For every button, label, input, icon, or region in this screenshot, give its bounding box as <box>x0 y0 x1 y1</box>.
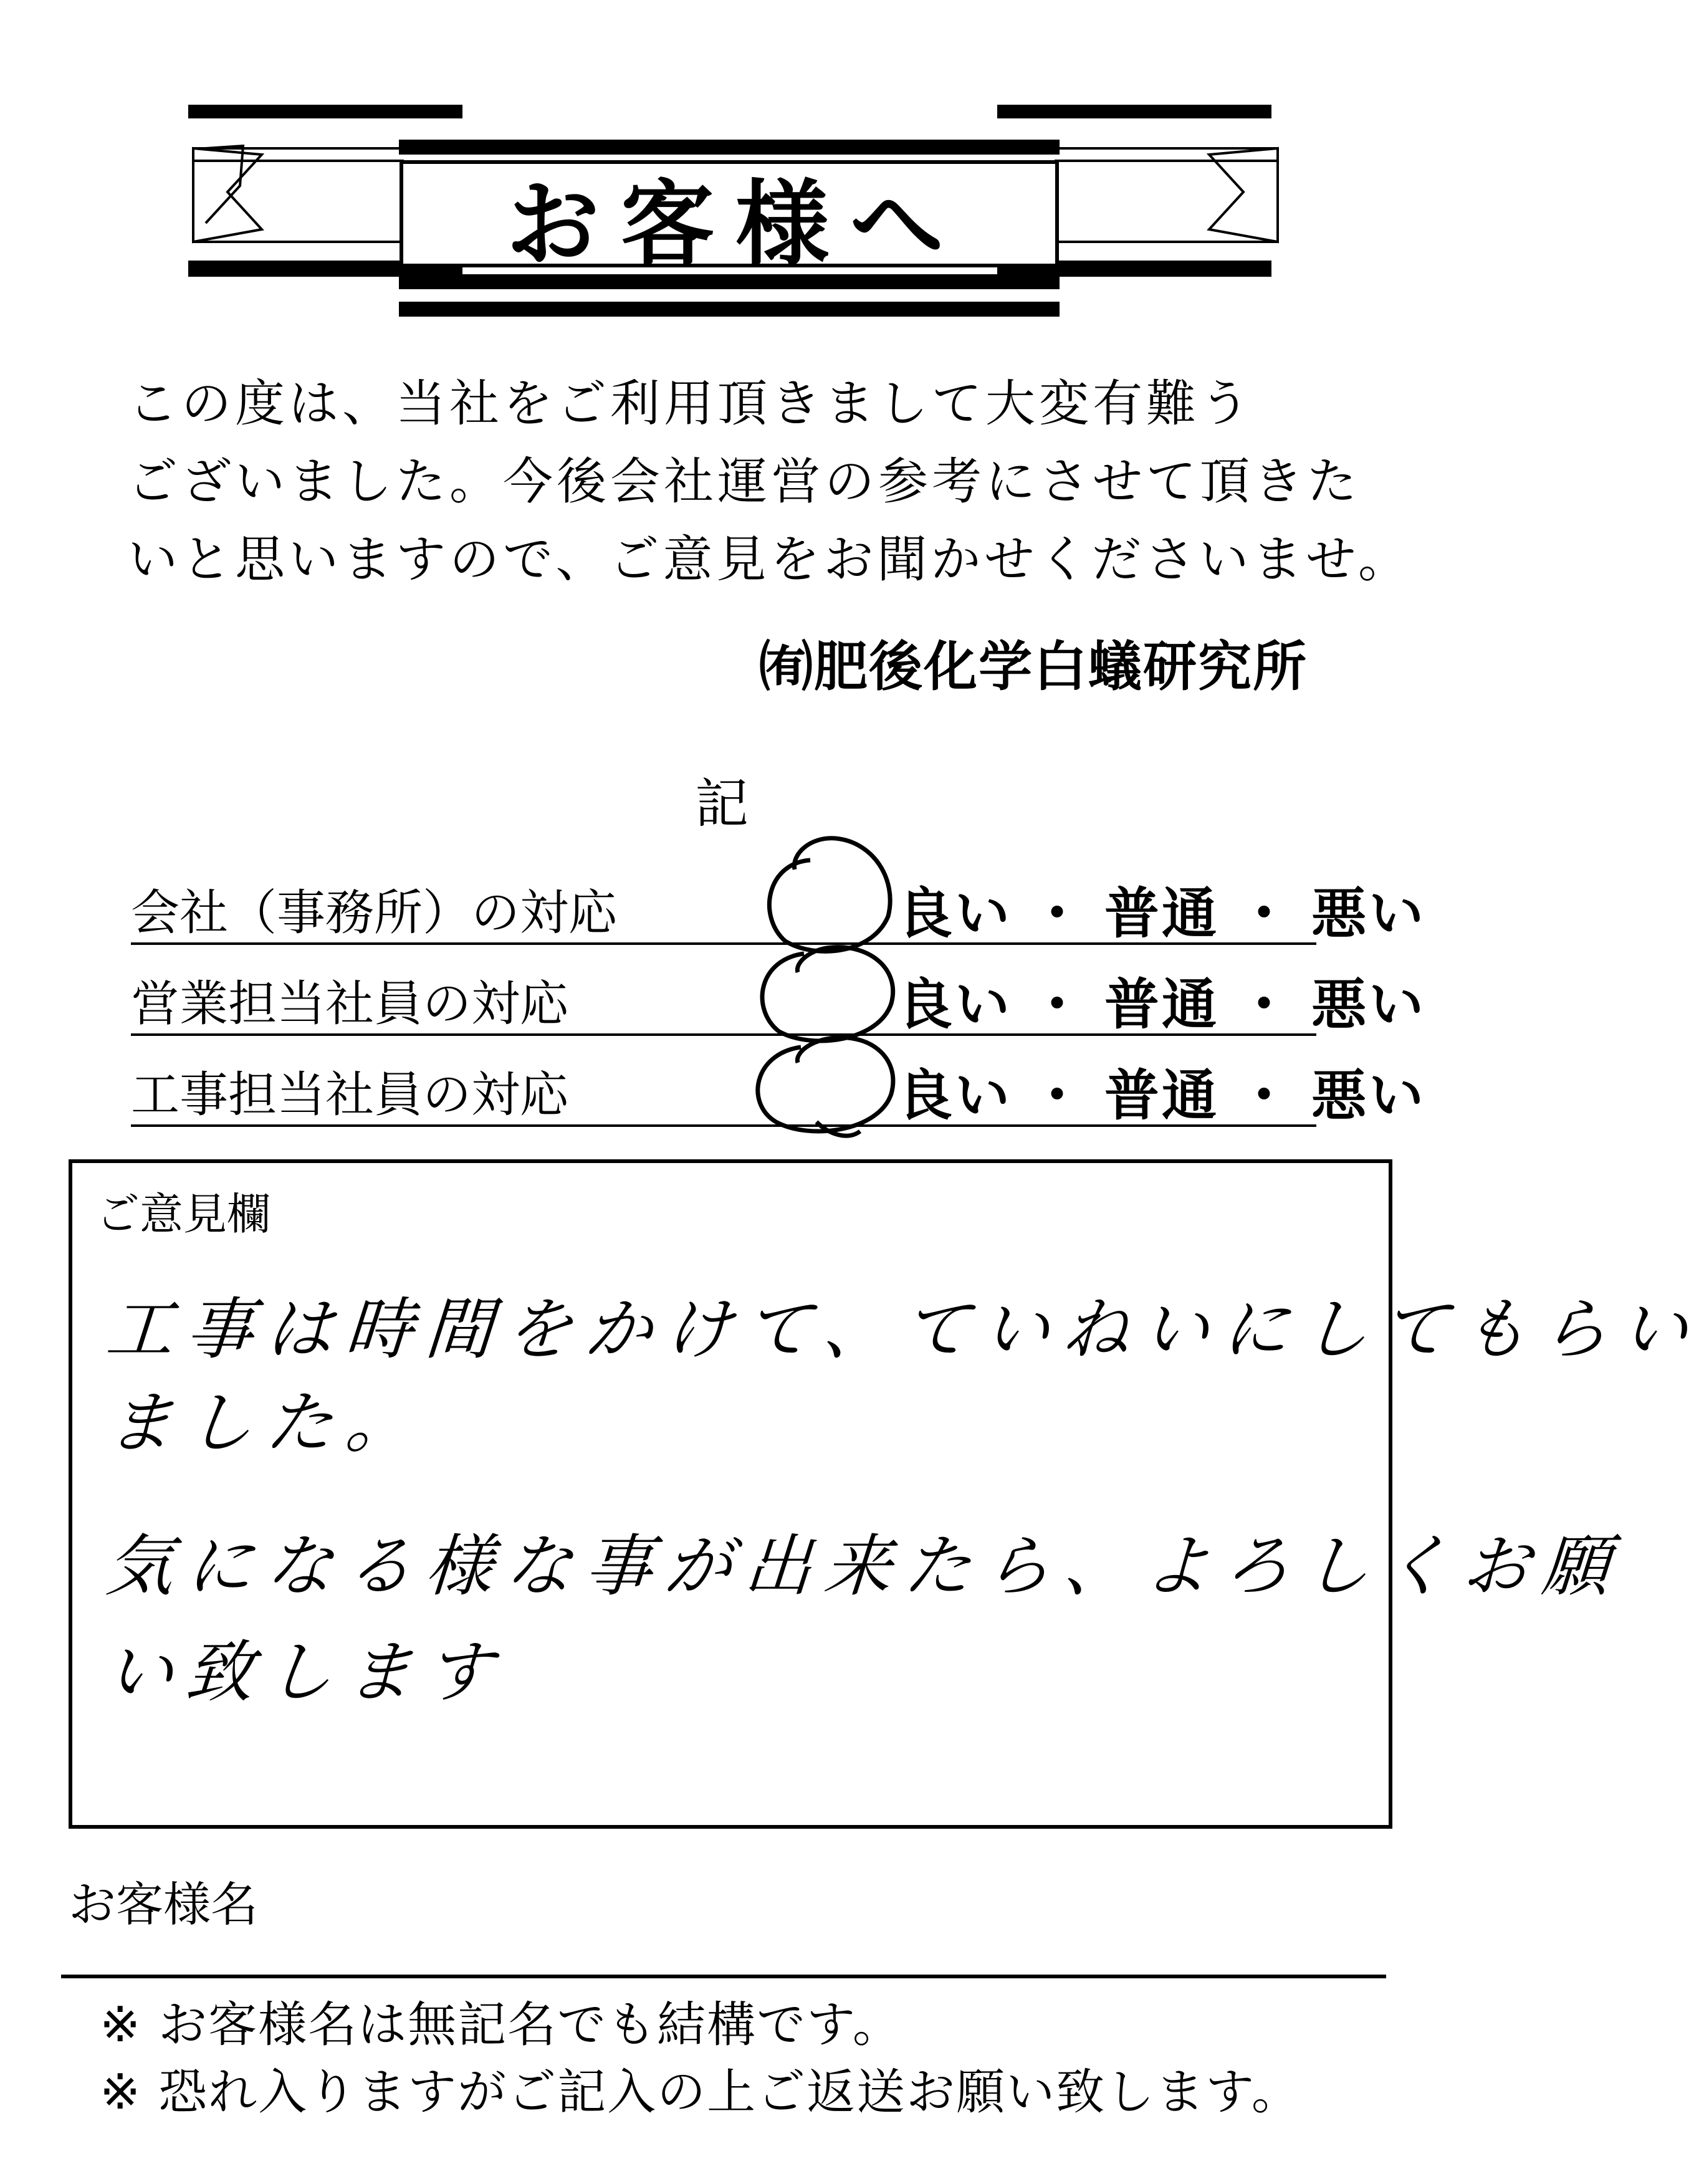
rating-row-sales <box>131 945 1427 1037</box>
handwritten-line: 気になる様な事が出来たら、よろしくお願 <box>103 1528 1625 1606</box>
ki-heading: 記 <box>695 773 749 835</box>
intro-line: いと思いますので、ご意見をお聞かせくださいませ。 <box>128 530 1412 588</box>
handwritten-line: い致します <box>103 1634 508 1712</box>
option-separator: ・ <box>1237 881 1295 946</box>
option-separator: ・ <box>1030 1063 1088 1128</box>
intro-line: この度は、当社をご利用頂きまして大変有難う <box>128 375 1253 433</box>
option-bad[interactable]: 悪い <box>1311 881 1427 946</box>
note-line: ※ お客様名は無記名でも結構です。 <box>100 1997 902 2053</box>
opinion-header: ご意見欄 <box>96 1189 270 1240</box>
company-name: ㈲肥後化学白蟻研究所 <box>759 636 1308 698</box>
option-separator: ・ <box>1030 972 1088 1037</box>
rating-row-company <box>131 854 1427 946</box>
rating-label: 会社（事務所）の対応 <box>131 885 618 941</box>
rating-options <box>897 1052 1426 1131</box>
intro-paragraph <box>128 365 1412 598</box>
page-title: お客様へ <box>505 170 965 279</box>
option-normal[interactable]: 普通 <box>1104 972 1220 1037</box>
option-bad[interactable]: 悪い <box>1311 1063 1427 1128</box>
option-bad[interactable]: 悪い <box>1311 972 1427 1037</box>
option-good[interactable]: 良い <box>897 881 1013 946</box>
rating-label: 工事担当社員の対応 <box>131 1067 569 1123</box>
option-normal[interactable]: 普通 <box>1104 881 1220 946</box>
option-separator: ・ <box>1030 881 1088 946</box>
option-separator: ・ <box>1237 1063 1295 1128</box>
note-line: ※ 恐れ入りますがご記入の上ご返送お願い致します。 <box>100 2064 1301 2120</box>
opinion-box[interactable] <box>69 1159 1703 1829</box>
footer-notes <box>100 1991 1301 2126</box>
option-good[interactable]: 良い <box>897 972 1013 1037</box>
customer-name-field[interactable] <box>61 1975 1386 1978</box>
handwritten-line: ました。 <box>103 1384 428 1462</box>
rating-options <box>897 961 1426 1040</box>
intro-line: ございました。今後会社運営の参考にさせて頂きた <box>128 453 1361 510</box>
rating-row-construction <box>131 1036 1427 1128</box>
option-separator: ・ <box>1237 972 1295 1037</box>
option-normal[interactable]: 普通 <box>1104 1063 1220 1128</box>
rating-label: 営業担当社員の対応 <box>131 976 569 1032</box>
handwritten-line: 工事は時間をかけて、ていねいにしてもらい <box>103 1291 1703 1369</box>
rating-options <box>897 870 1426 949</box>
option-good[interactable]: 良い <box>897 1063 1013 1128</box>
customer-name-label: お客様名 <box>69 1877 258 1932</box>
